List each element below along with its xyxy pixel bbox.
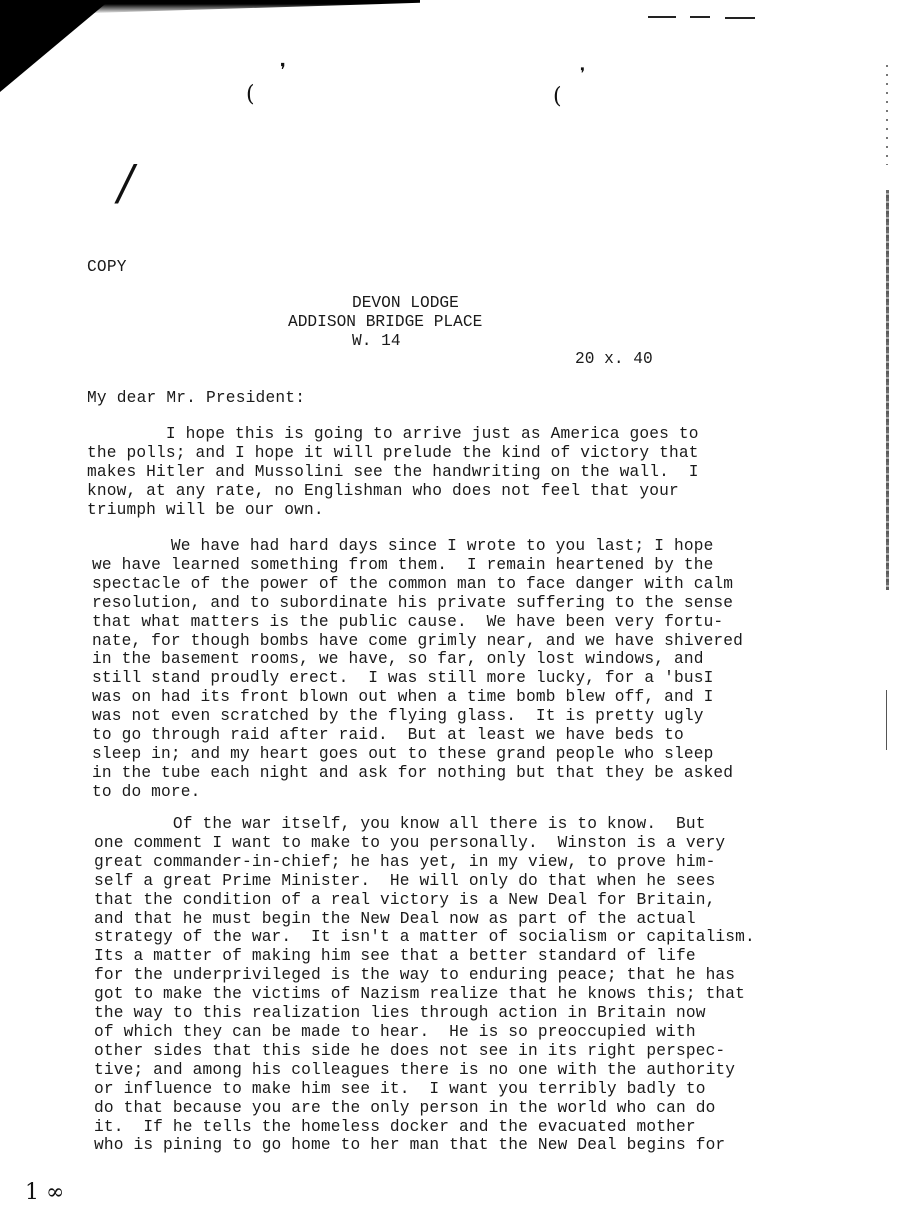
text-line: was not even scratched by the flying glass. It is pretty ugly: [92, 707, 704, 726]
text-line: to go through raid after raid. But at least we have beds to: [92, 726, 684, 745]
paragraph-1: [87, 425, 847, 520]
scan-corner-shadow: [0, 0, 110, 92]
text-line: to do more.: [92, 782, 201, 801]
paragraph-3: [94, 815, 854, 1155]
text-line: that the condition of a real victory is a New Deal for Britain,: [94, 890, 716, 909]
ink-dot-left: ❜: [280, 60, 286, 81]
text-line: or influence to make him see it. I want you terribly badly to: [94, 1079, 706, 1098]
text-line: of which they can be made to hear. He is so preoccupied with: [94, 1022, 696, 1041]
text-line: self a great Prime Minister. He will only do that when he sees: [94, 871, 716, 890]
page-footer-handwritten-mark: 1 ∞: [25, 1180, 65, 1205]
handwritten-stroke: /: [113, 155, 140, 211]
text-line: that what matters is the public cause. We have been very fortu-: [92, 612, 724, 631]
text-line: we have learned something from them. I remain heartened by the: [92, 555, 714, 574]
text-line: spectacle of the power of the common man to face danger with calm: [92, 574, 734, 593]
text-line: sleep in; and my heart goes out to these grand people who sleep: [92, 744, 714, 763]
scan-right-edge-dots: [886, 65, 888, 165]
text-line: it. If he tells the homeless docker and the evacuated mother: [94, 1117, 696, 1136]
text-line: nate, for though bombs have come grimly near, and we have shivered: [92, 631, 744, 650]
text-line: the way to this realization lies through action in Britain now: [94, 1004, 706, 1023]
hole-punch-mark-left: (: [246, 82, 255, 107]
address-line-3: W. 14: [352, 332, 401, 350]
text-line: for the underprivileged is the way to enduring peace; that he has: [94, 966, 736, 985]
text-line: triumph will be our own.: [87, 500, 324, 519]
text-line: do that because you are the only person in the world who can do: [94, 1098, 716, 1117]
scan-top-edge: [60, 0, 420, 14]
ink-dot-right: ❜: [580, 64, 586, 83]
copy-label: COPY: [87, 258, 127, 276]
scan-right-edge: [886, 190, 889, 590]
address-line-2: ADDISON BRIDGE PLACE: [288, 313, 483, 331]
text-line: still stand proudly erect. I was still more lucky, for a 'busI: [92, 669, 714, 688]
text-line: I hope this is going to arrive just as America goes to: [87, 425, 699, 443]
hole-punch-mark-right: (: [553, 84, 562, 109]
text-line: resolution, and to subordinate his private suffering to the sense: [92, 593, 734, 612]
text-line: great commander-in-chief; he has yet, in my view, to prove him-: [94, 852, 716, 871]
text-line: who is pining to go home to her man that the New Deal begins for: [94, 1136, 726, 1155]
text-line: was on had its front blown out when a time bomb blew off, and I: [92, 688, 714, 707]
text-line: Its a matter of making him see that a better standard of life: [94, 947, 696, 966]
scan-dash-mark: [690, 16, 710, 18]
text-line: Of the war itself, you know all there is to know. But: [94, 815, 706, 833]
scan-right-edge-lower: [886, 690, 887, 750]
text-line: in the tube each night and ask for nothing but that they be asked: [92, 763, 734, 782]
text-line: in the basement rooms, we have, so far, only lost windows, and: [92, 650, 704, 669]
scan-dash-mark: [725, 17, 755, 19]
salutation: My dear Mr. President:: [87, 389, 306, 407]
text-line: know, at any rate, no Englishman who does not feel that your: [87, 481, 679, 500]
paragraph-2: [92, 537, 852, 802]
text-line: strategy of the war. It isn't a matter of socialism or capitalism.: [94, 928, 755, 947]
text-line: got to make the victims of Nazism realize that he knows this; that: [94, 985, 746, 1004]
scan-dash-mark: [648, 16, 676, 18]
letter-date: 20 x. 40: [575, 350, 653, 368]
text-line: tive; and among his colleagues there is no one with the authority: [94, 1060, 736, 1079]
text-line: makes Hitler and Mussolini see the handwriting on the wall. I: [87, 462, 699, 481]
text-line: one comment I want to make to you personally. Winston is a very: [94, 833, 726, 852]
address-line-1: DEVON LODGE: [352, 294, 459, 312]
text-line: and that he must begin the New Deal now as part of the actual: [94, 909, 696, 928]
text-line: the polls; and I hope it will prelude the kind of victory that: [87, 443, 699, 462]
text-line: We have had hard days since I wrote to you last; I hope: [92, 537, 714, 555]
text-line: other sides that this side he does not see in its right perspec-: [94, 1041, 726, 1060]
